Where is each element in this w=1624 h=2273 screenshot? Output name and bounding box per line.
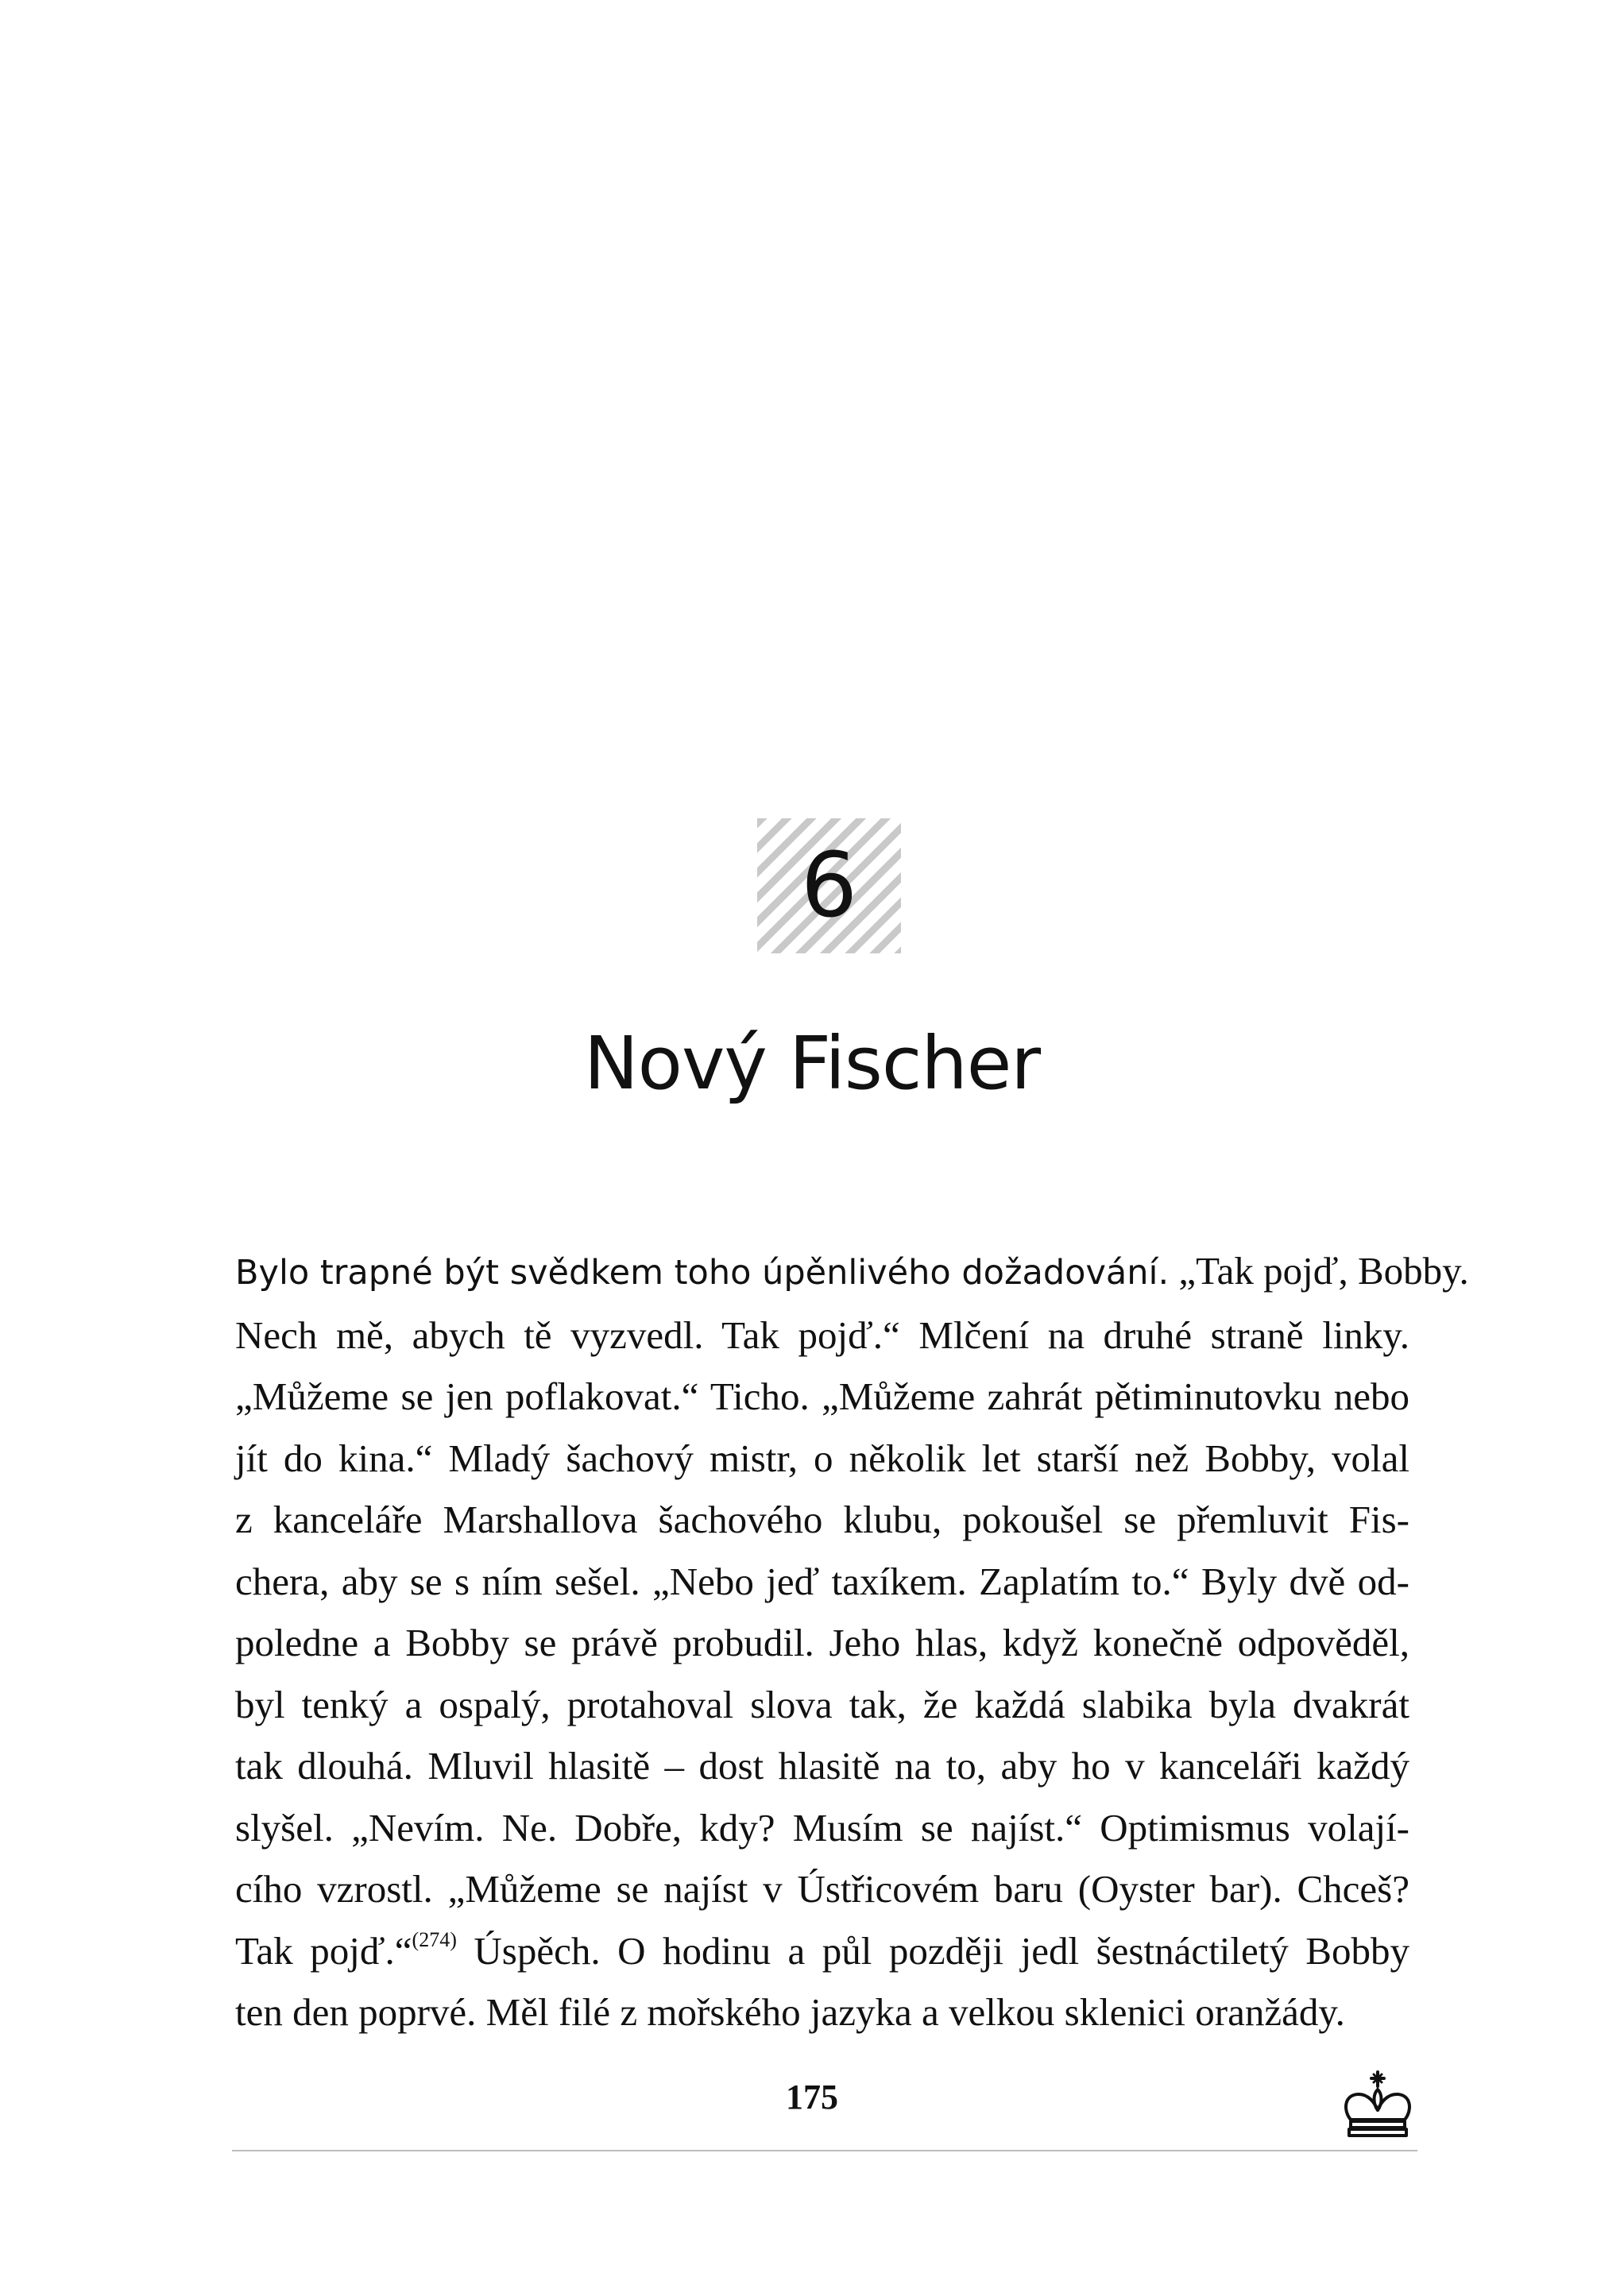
chess-king-crown-icon <box>1341 2070 1414 2137</box>
body-line: „Můžeme se jen poflakovat.“ Ticho. „Můžeme zahrát pětiminutovku nebo <box>235 1374 1409 1418</box>
chapter-number-box <box>757 818 901 953</box>
body-line: Nech mě, abych tě vyzvedl. Tak pojď.“ Mlčení na druhé straně linky. <box>235 1312 1409 1357</box>
body-line-text: Úspěch. O hodinu a půl později jedl šestnáctiletý Bobby <box>456 1928 1409 1973</box>
page-number: 175 <box>786 2078 838 2116</box>
body-line: z kanceláře Marshallova šachového klubu, pokoušel se přemluvit Fis- <box>235 1498 1409 1541</box>
chapter-body-paragraph <box>235 1240 1469 2043</box>
chapter-number: 6 <box>800 834 858 937</box>
chapter-title: Nový Fischer <box>583 1021 1041 1106</box>
body-line: cího vzrostl. „Můžeme se najíst v Ústřicovém baru (Oyster bar). Chceš? <box>235 1867 1409 1911</box>
body-line: byl tenký a ospalý, protahoval slova tak, že každá slabika byla dvakrát <box>235 1682 1409 1726</box>
body-line: slyšel. „Nevím. Ne. Dobře, kdy? Musím se najíst.“ Optimismus volají- <box>235 1805 1409 1850</box>
body-line: tak dlouhá. Mluvil hlasitě – dost hlasitě na to, aby ho v kanceláři každý <box>235 1744 1409 1788</box>
body-line: poledne a Bobby se právě probudil. Jeho hlas, když konečně odpověděl, <box>235 1621 1409 1664</box>
opening-words: Bylo trapné být svědkem toho úpěnlivého dožadování. <box>235 1253 1170 1293</box>
body-line <box>235 1240 1469 1305</box>
footnote-reference: (274) <box>412 1927 457 1951</box>
body-line-text: „Tak pojď, Bobby. <box>1169 1249 1469 1293</box>
body-line: jít do kina.“ Mladý šachový mistr, o několik let starší než Bobby, volal <box>235 1436 1409 1480</box>
body-line: ten den poprvé. Měl filé z mořského jazyka a velkou sklenici oranžády. <box>235 1990 1345 2034</box>
body-line-text: Tak pojď.“ <box>235 1928 412 1973</box>
footer-rule <box>232 2150 1417 2151</box>
body-line <box>235 1920 1409 1982</box>
body-line: chera, aby se s ním sešel. „Nebo jeď taxíkem. Zaplatím to.“ Byly dvě od- <box>235 1559 1409 1603</box>
